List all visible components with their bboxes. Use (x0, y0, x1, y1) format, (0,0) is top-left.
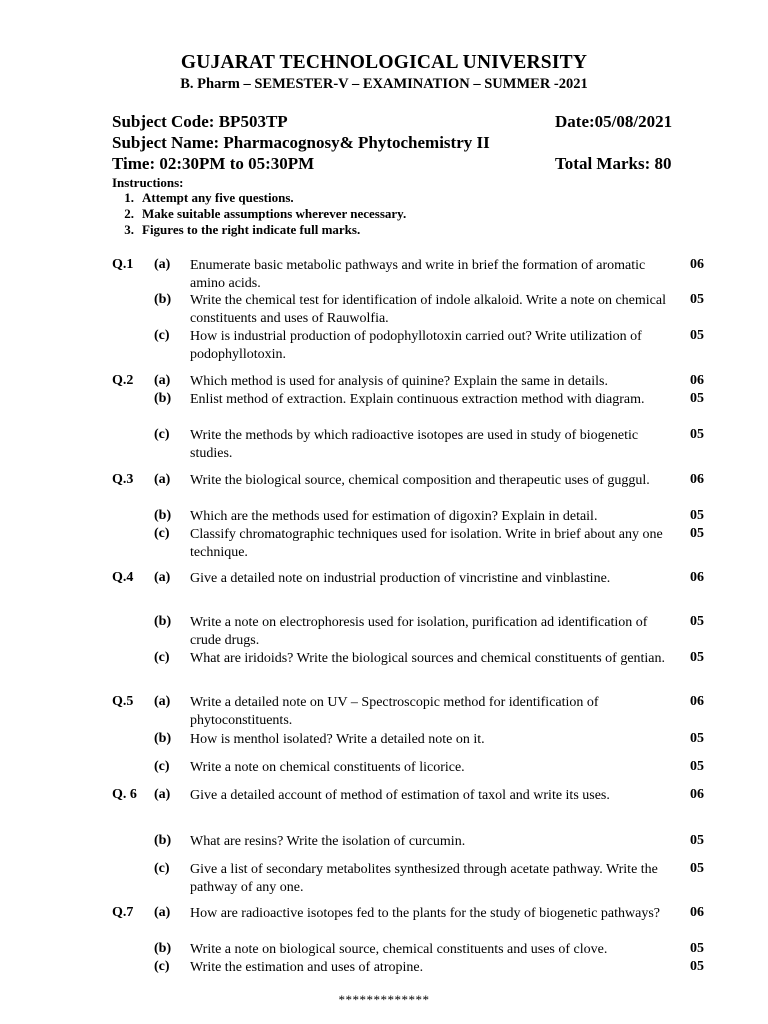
part-marks: 05 (690, 861, 704, 876)
exam-time: Time: 02:30PM to 05:30PM (112, 154, 315, 173)
part-label: (c) (154, 650, 170, 665)
part-marks: 06 (690, 905, 704, 920)
part-marks: 05 (690, 614, 704, 629)
exam-date: Date:05/08/2021 (555, 112, 673, 131)
part-label: (b) (154, 731, 172, 746)
part-text: What are iridoids? Write the biological sources and chemical constituents of gentian. (190, 651, 666, 666)
question-label: Q.5 (112, 694, 134, 709)
part-label: (a) (154, 472, 171, 487)
part-marks: 05 (690, 941, 704, 956)
instruction-item: 2. Make suitable assumptions wherever necessary. (124, 206, 407, 221)
question-label: Q.1 (112, 257, 134, 272)
end-marker: ************* (338, 992, 430, 1007)
part-label: (a) (154, 787, 171, 802)
instruction-item: 1. Attempt any five questions. (124, 190, 294, 205)
part-label: (a) (154, 905, 171, 920)
part-marks: 05 (690, 759, 704, 774)
part-text: Give a detailed note on industrial production of vincristine and vinblastine. (190, 571, 611, 586)
total-marks: Total Marks: 80 (555, 154, 672, 173)
part-label: (b) (154, 614, 172, 629)
part-label: (a) (154, 257, 171, 272)
part-text: Give a list of secondary metabolites synthesized through acetate pathway. Write the pathway of any one. (190, 862, 658, 895)
part-label: (c) (154, 328, 170, 343)
part-marks: 05 (690, 731, 704, 746)
part-label: (b) (154, 941, 172, 956)
question-label: Q.7 (112, 905, 134, 920)
part-text: Write the estimation and uses of atropine. (190, 960, 424, 975)
part-text: How is menthol isolated? Write a detailed note on it. (190, 732, 485, 747)
part-text: Enlist method of extraction. Explain continuous extraction method with diagram. (190, 392, 645, 407)
part-marks: 06 (690, 257, 704, 272)
part-text: Classify chromatographic techniques used for isolation. Write in brief about any one technique. (190, 527, 663, 560)
part-marks: 05 (690, 959, 704, 974)
part-label: (a) (154, 694, 171, 709)
part-text: Write the chemical test for identification of indole alkaloid. Write a note on chemical constituents and uses of Rauwolfia. (190, 293, 666, 326)
part-text: Write the biological source, chemical composition and therapeutic uses of guggul. (190, 473, 650, 488)
question-label: Q.2 (112, 373, 134, 388)
part-marks: 05 (690, 526, 704, 541)
part-marks: 06 (690, 694, 704, 709)
part-marks: 05 (690, 391, 704, 406)
part-label: (b) (154, 508, 172, 523)
part-text: Which are the methods used for estimation of digoxin? Explain in detail. (190, 509, 598, 524)
part-label: (c) (154, 759, 170, 774)
part-text: Write the methods by which radioactive isotopes are used in study of biogenetic studies. (190, 428, 639, 461)
part-label: (b) (154, 833, 172, 848)
part-text: Write a note on biological source, chemical constituents and uses of clove. (190, 942, 608, 957)
question-label: Q. 6 (112, 787, 137, 802)
part-label: (c) (154, 427, 170, 442)
part-label: (c) (154, 959, 170, 974)
part-label: (b) (154, 391, 172, 406)
part-marks: 06 (690, 373, 704, 388)
part-marks: 05 (690, 650, 704, 665)
part-text: Enumerate basic metabolic pathways and write in brief the formation of aromatic amino acids. (190, 258, 646, 291)
instruction-item: 3. Figures to the right indicate full marks. (124, 222, 361, 237)
part-marks: 05 (690, 427, 704, 442)
instructions-heading: Instructions: (112, 175, 184, 190)
part-text: Give a detailed account of method of estimation of taxol and write its uses. (190, 788, 610, 803)
part-marks: 06 (690, 472, 704, 487)
university-title: GUJARAT TECHNOLOGICAL UNIVERSITY (180, 52, 588, 73)
part-text: Write a detailed note on UV – Spectroscopic method for identification of phytoconstituents. (190, 695, 599, 728)
part-text: Which method is used for analysis of quinine? Explain the same in details. (190, 374, 608, 389)
exam-subtitle: B. Pharm – SEMESTER-V – EXAMINATION – SUMMER -2021 (180, 76, 588, 92)
part-marks: 05 (690, 833, 704, 848)
part-text: How are radioactive isotopes fed to the plants for the study of biogenetic pathways? (190, 906, 661, 921)
part-label: (a) (154, 373, 171, 388)
part-marks: 05 (690, 292, 704, 307)
question-label: Q.4 (112, 570, 134, 585)
part-label: (a) (154, 570, 171, 585)
subject-name: Subject Name: Pharmacognosy& Phytochemistry II (112, 133, 490, 152)
part-text: How is industrial production of podophyllotoxin carried out? Write utilization of podophyllotoxin. (190, 329, 642, 362)
part-label: (c) (154, 526, 170, 541)
question-label: Q.3 (112, 472, 134, 487)
part-marks: 05 (690, 508, 704, 523)
subject-code: Subject Code: BP503TP (112, 112, 288, 131)
part-label: (c) (154, 861, 170, 876)
part-text: Write a note on chemical constituents of licorice. (190, 760, 465, 775)
part-label: (b) (154, 292, 172, 307)
part-marks: 05 (690, 328, 704, 343)
part-text: Write a note on electrophoresis used for isolation, purification ad identification of crude drugs. (190, 615, 648, 648)
part-text: What are resins? Write the isolation of curcumin. (190, 834, 466, 849)
part-marks: 06 (690, 570, 704, 585)
part-marks: 06 (690, 787, 704, 802)
